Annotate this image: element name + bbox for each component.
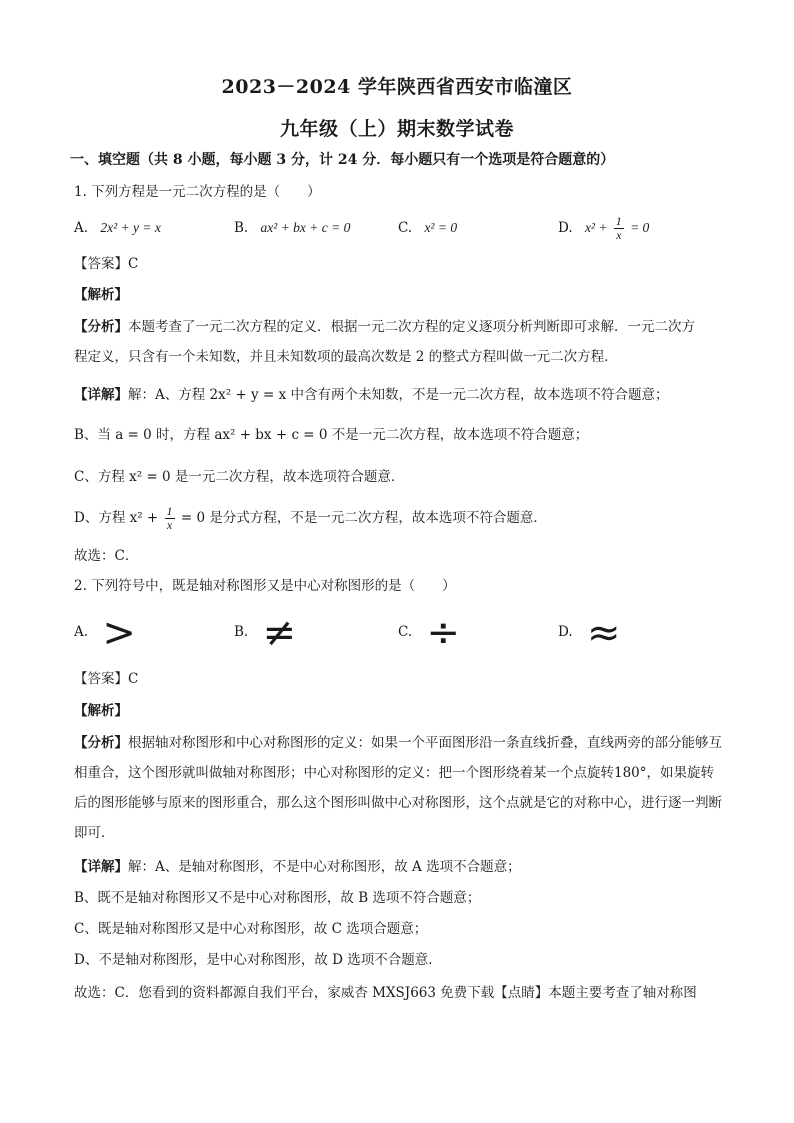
q1-option-d xyxy=(558,208,649,248)
q1-choice: 故选：C． xyxy=(74,548,139,564)
detail-text: 解：A、是轴对称图形，不是中心对称图形，故 A 选项不合题意； xyxy=(128,859,521,875)
option-letter: C. xyxy=(398,220,413,236)
fraction xyxy=(165,505,175,532)
q2-detail-a xyxy=(74,857,724,877)
fraction-denominator: x xyxy=(166,518,173,532)
option-text: ax² + bx + c = 0 xyxy=(260,220,351,235)
option-letter: A. xyxy=(74,220,89,236)
fenxi-text: 本题考查了一元二次方程的定义．根据一元二次方程的定义逐项分析判断即可求解．一元二次方 xyxy=(128,319,695,335)
option-text-pre: x² + xyxy=(584,220,608,235)
q2-option-c xyxy=(398,609,460,656)
q1-option-a xyxy=(74,218,161,238)
division-symbol: ÷ xyxy=(426,609,460,656)
question-2-stem: 2. 下列符号中，既是轴对称图形又是中心对称图形的是（ ） xyxy=(74,578,456,594)
option-text: x² = 0 xyxy=(424,220,458,235)
approx-equal-symbol: ≈ xyxy=(586,609,621,656)
question-1-stem: 1. 下列方程是一元二次方程的是（ ） xyxy=(74,184,321,200)
fraction xyxy=(614,215,624,242)
fenxi-text: 根据轴对称图形和中心对称图形的定义：如果一个平面图形沿一条直线折叠，直线两旁的部分能够互相重合，这个图形就叫做轴对称图形；中心对称图形的定义：把一个图形绕着某一个点旋转180°，如果旋转后的图形能够与原来的图形重合，那么这个图形叫做中心对称图形，这个点就是它的对称中心，进行逐一判断即可． xyxy=(74,735,722,841)
greater-than-symbol: > xyxy=(102,609,136,656)
q2-answer: 【答案】C xyxy=(74,671,139,687)
fraction-denominator: x xyxy=(616,228,622,242)
option-letter: A. xyxy=(74,624,89,640)
q1-option-c xyxy=(398,218,457,238)
exam-title-line1: 2023－2024 学年陕西省西安市临潼区 xyxy=(221,76,573,98)
q2-detail-d: D、不是轴对称图形，是中心对称图形，故 D 选项不合题意． xyxy=(74,952,442,968)
q1-detail-c: C、方程 x² = 0 是一元二次方程，故本选项符合题意． xyxy=(74,469,405,485)
q1-detail-b: B、当 a = 0 时，方程 ax² + bx + c = 0 不是一元二次方程，故本选项不符合题意； xyxy=(74,427,589,443)
fenxi-tag: 【分析】 xyxy=(74,735,128,751)
fraction-numerator: 1 xyxy=(615,214,622,228)
section-heading: 一、填空题（共 8 小题，每小题 3 分，计 24 分．每小题只有一个选项是符合题意的） xyxy=(70,152,615,168)
q2-option-d xyxy=(558,609,621,656)
detail-tag: 【详解】 xyxy=(74,387,128,403)
q1-fenxi-line2: 程定义，只含有一个未知数，并且未知数项的最高次数是 2 的整式方程叫做一元二次方程． xyxy=(74,349,618,365)
option-letter: D. xyxy=(558,220,573,236)
option-text-post: = 0 xyxy=(630,220,650,235)
detail-text: 解：A、方程 2x² + y = x 中含有两个未知数，不是一元二次方程，故本选项不符合题意； xyxy=(128,387,669,403)
option-letter: B. xyxy=(234,220,249,236)
not-equal-symbol: ≠ xyxy=(262,609,297,656)
fenxi-tag: 【分析】 xyxy=(74,319,128,335)
q1-detail-a xyxy=(74,385,724,405)
q2-fenxi-paragraph xyxy=(74,728,726,848)
detail-tag: 【详解】 xyxy=(74,859,128,875)
option-letter: D. xyxy=(558,624,573,640)
q2-option-a xyxy=(74,609,136,656)
exam-title-line2: 九年级（上）期末数学试卷 xyxy=(279,118,514,140)
option-letter: C. xyxy=(398,624,413,640)
detail-d-post: = 0 是分式方程，不是一元二次方程，故本选项不符合题意． xyxy=(180,510,547,526)
q1-detail-d xyxy=(74,498,724,538)
q2-detail-b: B、既不是轴对称图形又不是中心对称图形，故 B 选项不符合题意； xyxy=(74,890,481,906)
option-text: 2x² + y = x xyxy=(100,220,161,235)
q2-choice-line: 故选：C．您看到的资料都源自我们平台，家威杏 MXSJ663 免费下载【点睛】本题主要考查了轴对称图 xyxy=(74,985,697,1001)
q2-option-b xyxy=(234,609,297,656)
q2-analysis-tag: 【解析】 xyxy=(74,703,128,719)
q1-answer: 【答案】C xyxy=(74,256,139,272)
detail-d-pre: D、方程 x² + xyxy=(74,510,159,526)
q2-detail-c: C、既是轴对称图形又是中心对称图形，故 C 选项合题意； xyxy=(74,921,428,937)
q1-analysis-tag: 【解析】 xyxy=(74,287,128,303)
option-letter: B. xyxy=(234,624,249,640)
q1-fenxi-line1 xyxy=(74,317,724,337)
fraction-numerator: 1 xyxy=(166,504,173,518)
q1-option-b xyxy=(234,218,350,238)
